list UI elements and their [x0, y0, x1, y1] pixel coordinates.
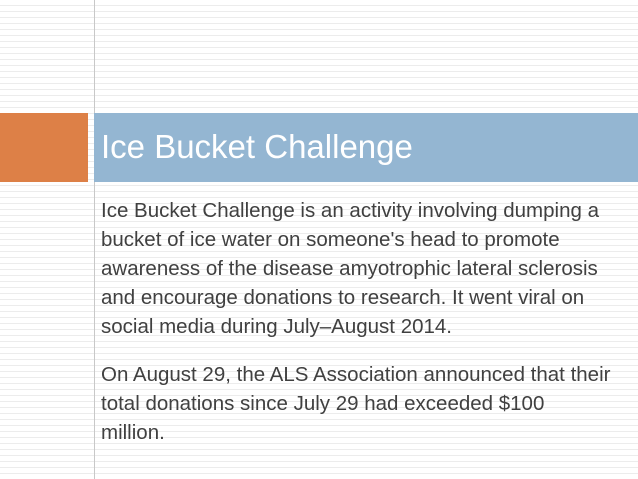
slide-body [101, 196, 611, 466]
body-paragraph: On August 29, the ALS Association announced that their total donations since July 29 had exceeded $100 million. [101, 363, 611, 444]
accent-block [0, 113, 88, 182]
body-paragraph: Ice Bucket Challenge is an activity involving dumping a bucket of ice water on someone's head to promote awareness of the disease amyotrophic lateral sclerosis and encourage donations to research. It went viral on social media during July–August 2014. [101, 199, 599, 338]
slide-title: Ice Bucket Challenge [101, 128, 413, 165]
vertical-divider-line [94, 0, 95, 479]
